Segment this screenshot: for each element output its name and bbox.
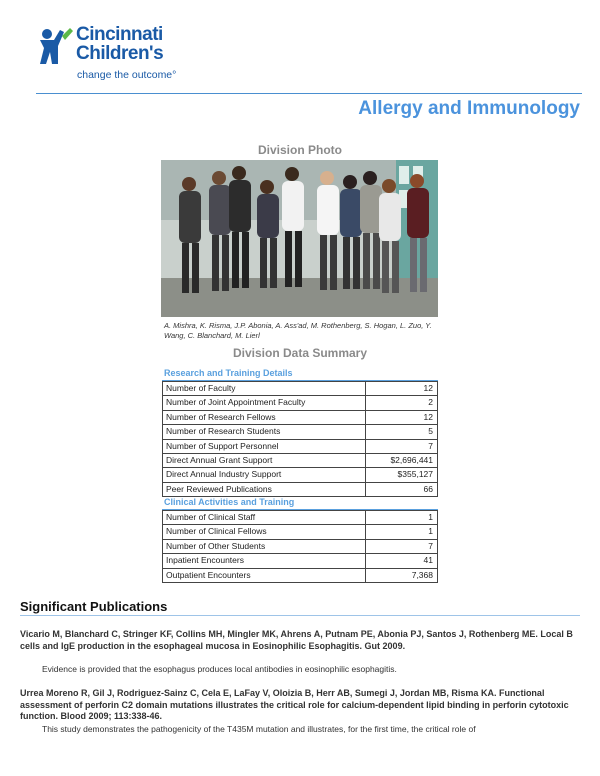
cincinnati-childrens-logo: [36, 24, 196, 86]
row-label: Outpatient Encounters: [162, 569, 366, 582]
row-value: 7,368: [366, 569, 438, 582]
significant-publications-heading: Significant Publications: [20, 599, 168, 614]
table-row: [162, 569, 438, 583]
photo-caption: A. Mishra, K. Risma, J.P. Abonia, A. Ass'ad, M. Rothenberg, S. Hogan, L. Zuo, Y. Wang, C. Blanchard, M. Lierl: [164, 321, 432, 340]
row-value: 7: [366, 540, 438, 553]
clinical-rows: [162, 510, 438, 583]
table-row: [162, 454, 438, 468]
division-photo-heading: Division Photo: [258, 143, 342, 157]
row-label: Number of Research Fellows: [162, 411, 366, 424]
row-label: Direct Annual Grant Support: [162, 454, 366, 467]
table-row: [162, 540, 438, 554]
division-group-photo: [161, 160, 438, 317]
row-label: Number of Clinical Staff: [162, 511, 366, 524]
row-label: Number of Other Students: [162, 540, 366, 553]
publication-summary: This study demonstrates the pathogenicity of the T435M mutation and illustrates, for the first time, the critical role of: [42, 724, 476, 734]
publications-divider: [20, 615, 580, 616]
table-row: [162, 525, 438, 539]
research-rows: [162, 381, 438, 497]
table-row: [162, 425, 438, 439]
row-value: 12: [366, 411, 438, 424]
research-training-table: [162, 366, 438, 497]
publication-summary: Evidence is provided that the esophagus produces local antibodies in eosinophilic esophagitis.: [42, 664, 397, 674]
division-title: Allergy and Immunology: [358, 98, 580, 119]
row-value: 2: [366, 396, 438, 409]
research-training-title: Research and Training Details: [162, 366, 438, 381]
row-label: Number of Research Students: [162, 425, 366, 438]
row-value: 1: [366, 511, 438, 524]
row-value: 1: [366, 525, 438, 538]
row-label: Number of Faculty: [162, 382, 366, 395]
row-value: 7: [366, 440, 438, 453]
logo-name-line1: Cincinnati: [76, 24, 163, 45]
data-summary-heading: Division Data Summary: [232, 346, 368, 360]
row-value: $2,696,441: [366, 454, 438, 467]
table-row: [162, 468, 438, 482]
logo-name-line2: Children's: [76, 43, 164, 64]
logo-tagline: change the outcome°: [77, 69, 177, 81]
row-label: Number of Joint Appointment Faculty: [162, 396, 366, 409]
table-row: [162, 396, 438, 410]
table-row: [162, 554, 438, 568]
row-value: $355,127: [366, 468, 438, 481]
row-label: Direct Annual Industry Support: [162, 468, 366, 481]
row-value: 41: [366, 554, 438, 567]
row-label: Number of Support Personnel: [162, 440, 366, 453]
group-photo-illustration: [161, 160, 438, 317]
row-value: 66: [366, 483, 438, 496]
header-divider: [36, 93, 582, 94]
clinical-activities-title: Clinical Activities and Training: [162, 495, 438, 510]
row-value: 12: [366, 382, 438, 395]
table-row: [162, 440, 438, 454]
row-value: 5: [366, 425, 438, 438]
publication-citation: Vicario M, Blanchard C, Stringer KF, Collins MH, Mingler MK, Ahrens A, Putnam PE, Abonia PJ, Santos J, Rothenberg ME. Local B cells and IgE production in the esophageal mucosa in Eosinophilic Esophagitis. Gut 2009.: [20, 629, 573, 651]
clinical-activities-table: [162, 495, 438, 583]
row-label: Inpatient Encounters: [162, 554, 366, 567]
publication-citation: Urrea Moreno R, Gil J, Rodriguez-Sainz C, Cela E, LaFay V, Oloizia B, Herr AB, Sumegi J, Jordan MB, Risma KA. Functional assessment of perforin C2 domain mutations illustrates the critical role for calcium-dependent lipid binding in perforin cytotoxic function. Blood 2009; 113:338-46.: [20, 688, 569, 721]
table-row: [162, 411, 438, 425]
row-label: Number of Clinical Fellows: [162, 525, 366, 538]
table-row: [162, 511, 438, 525]
child-figure-logo-icon: [36, 26, 74, 66]
row-label: Peer Reviewed Publications: [162, 483, 366, 496]
table-row: [162, 382, 438, 396]
